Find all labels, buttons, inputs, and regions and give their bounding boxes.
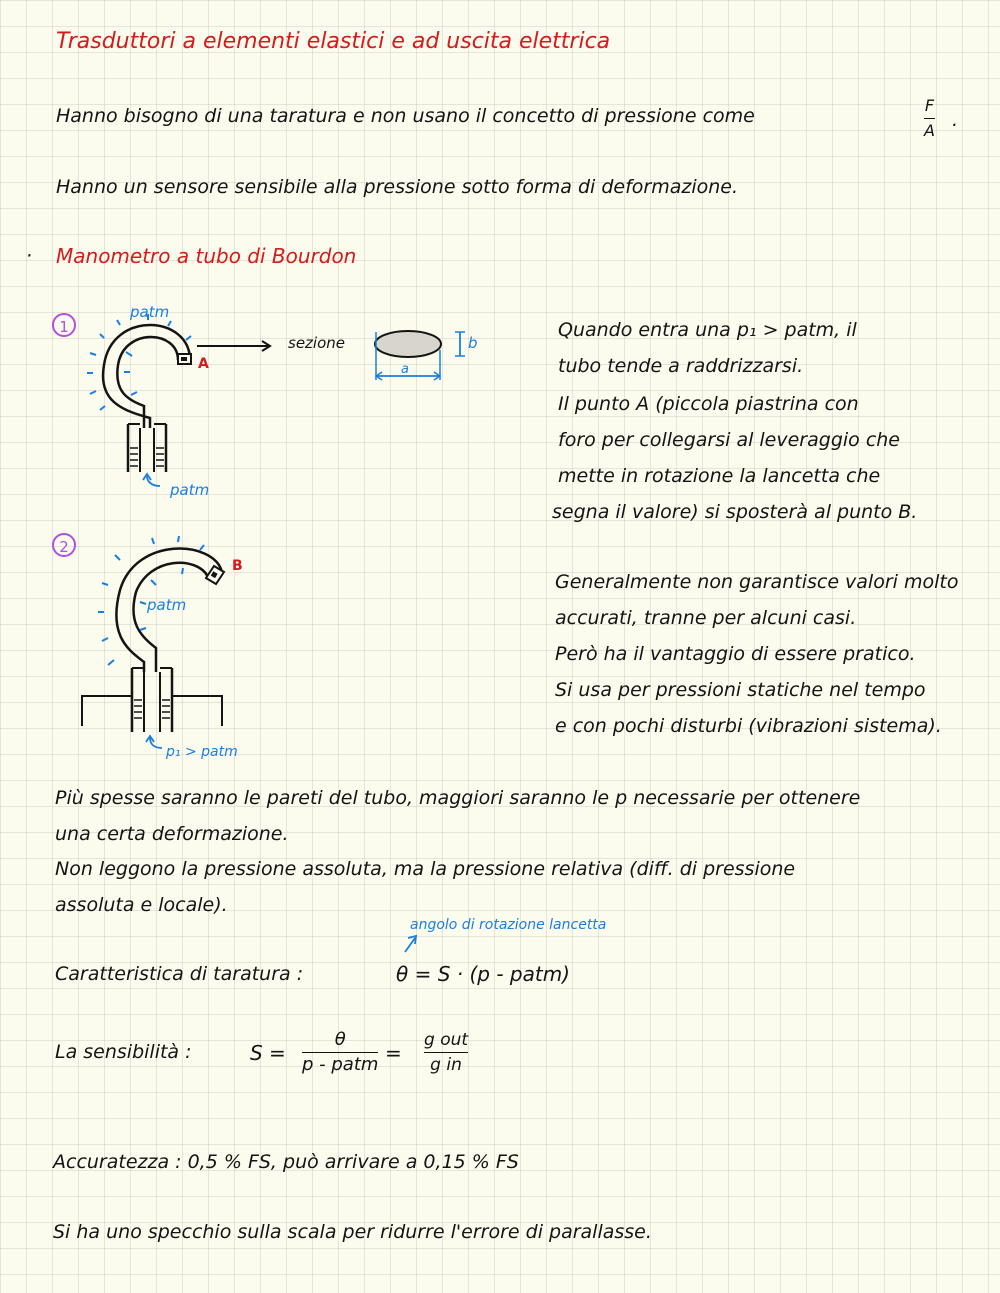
fraction-bar [424,1052,468,1053]
page-title: Trasduttori a elementi elastici e ad uscita elettrica [56,29,611,54]
dim-a-label: a [401,362,409,377]
fig2-bottom-label: p₁ > patm [166,744,238,760]
paragraph-line: Più spesse saranno le pareti del tubo, maggiori saranno le p necessarie per ottenere [55,787,861,809]
dim-b-label: b [468,334,478,352]
sensitivity-fraction-1-denominator: p - patm [302,1054,379,1075]
description-2-line: Si usa per pressioni statiche nel tempo [555,679,926,701]
accuracy-line: Accuratezza : 0,5 % FS, può arrivare a 0,15 % FS [53,1151,519,1173]
description-2-line: e con pochi disturbi (vibrazioni sistema). [555,715,942,737]
intro-line-1-end: . [952,109,959,131]
paragraph-line: assoluta e locale). [55,894,228,916]
fraction-denominator: A [924,121,935,140]
figure-1-number: 1 [52,313,76,337]
description-1-line: Quando entra una p₁ > patm, il [558,319,857,341]
section-title: Manometro a tubo di Bourdon [56,244,357,268]
fraction-bar [302,1052,378,1053]
sensitivity-s-equals: S = [250,1041,286,1065]
description-2-line: Però ha il vantaggio di essere pratico. [555,643,916,665]
characteristic-label: Caratteristica di taratura : [55,963,304,985]
description-2-line: Generalmente non garantisce valori molto [555,571,959,593]
description-1-line: foro per collegarsi al leveraggio che [558,429,900,451]
sensitivity-fraction-2-denominator: g in [430,1055,462,1075]
sensitivity-fraction-2-numerator: g out [424,1030,469,1050]
sensitivity-label: La sensibilità : [55,1041,192,1063]
mirror-line: Si ha uno specchio sulla scala per ridurre l'errore di parallasse. [53,1221,652,1243]
fraction-numerator: F [924,96,935,115]
fig2-point-b-label: B [232,558,243,574]
intro-line-2: Hanno un sensore sensibile alla pressione sotto forma di deformazione. [56,176,739,198]
figure-2-number: 2 [52,533,76,557]
sensitivity-fraction-1-numerator: θ [334,1029,346,1050]
sezione-label: sezione [288,334,345,352]
fig1-patm-top-label: patm [130,303,170,321]
sensitivity-fraction-1 [302,1030,378,1075]
fig1-point-a-label: A [198,356,209,372]
description-2-line: accurati, tranne per alcuni casi. [555,607,857,629]
intro-line-1: Hanno bisogno di una taratura e non usano il concetto di pressione come [56,105,755,127]
section-bullet: · [26,245,33,267]
paragraph-line: una certa deformazione. [55,823,289,845]
angle-annotation: angolo di rotazione lancetta [410,917,607,933]
fig2-patm-label: patm [147,596,187,614]
description-1-line: mette in rotazione la lancetta che [558,465,881,487]
fig1-patm-bottom-label: patm [170,481,210,499]
description-1-line: segna il valore) si sposterà al punto B. [552,501,918,523]
characteristic-formula: θ = S · (p - patm) [396,962,570,986]
description-1-line: tubo tende a raddrizzarsi. [558,355,804,377]
sensitivity-fraction-2 [424,1030,468,1075]
sensitivity-equals-2: = [385,1041,402,1065]
paragraph-line: Non leggono la pressione assoluta, ma la pressione relativa (diff. di pressione [55,858,796,880]
description-1-line: Il punto A (piccola piastrina con [558,393,859,415]
